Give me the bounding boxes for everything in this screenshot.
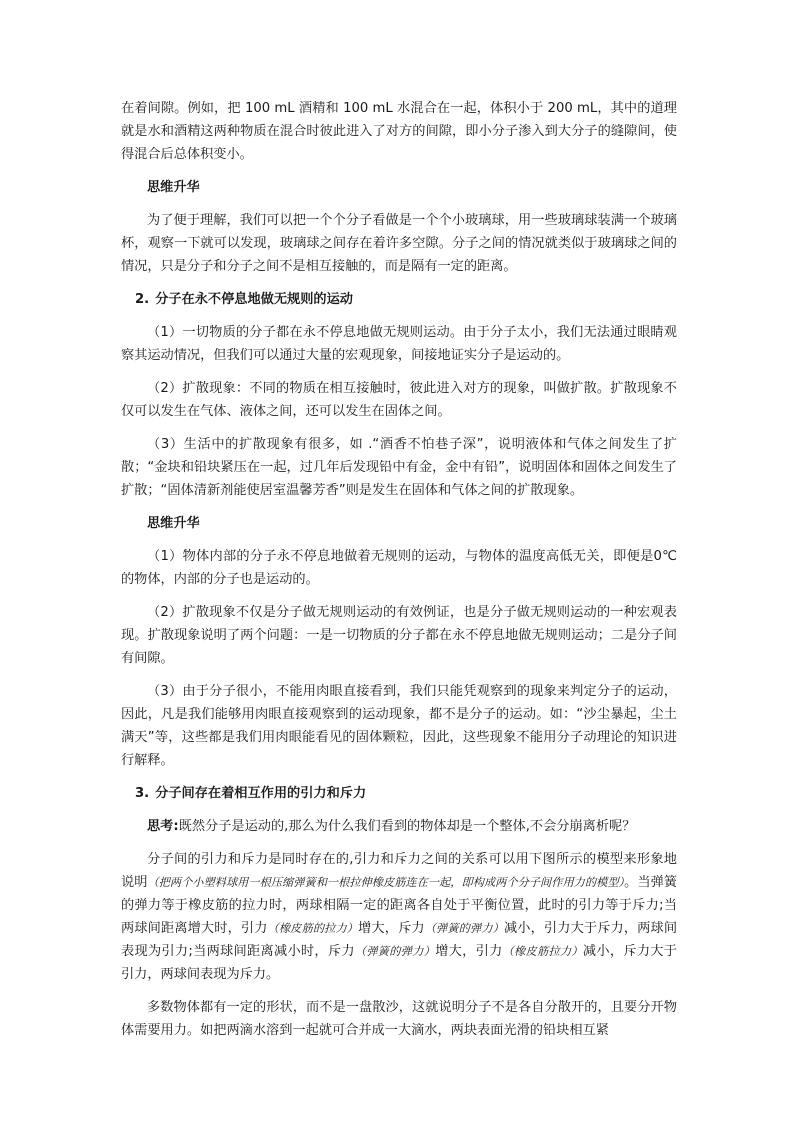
document-body <box>121 97 677 1052</box>
force-model-text-3: 增大，斥力 <box>358 921 425 936</box>
paragraph-glass-ball-analogy: 为了便于理解，我们可以把一个个分子看做是一个个小玻璃球，用一些玻璃球装满一个玻璃杯，观察一下就可以发现，玻璃球之间存在着许多空隙。分子之间的情况就类似于玻璃球之间的情况，只是分子和分子之间不是相互接触的，而是隔有一定的距离。 <box>121 213 677 274</box>
paragraph-gap-example: 在着间隙。例如，把 100 mL 酒精和 100 mL 水混合在一起，体积小于 200 mL，其中的道理就是水和酒精这两种物质在混合时彼此进入了对方的间隙，即小分子渗入到大分子的缝隙间，使得混合后总体积变小。 <box>121 101 677 162</box>
paragraph-think-question <box>121 815 677 838</box>
section-2-title: 分子在永不停息地做无规则的运动 <box>155 292 353 307</box>
heading-thinking-upgrade-2: 思维升华 <box>147 516 200 531</box>
section-2-heading <box>135 288 677 311</box>
force-model-note-1: （把两个小塑料球用一根压缩弹簧和一根拉伸橡皮筋连在一起，即构成两个分子间作用力的模型） <box>147 876 625 889</box>
think-label: 思考: <box>147 819 179 834</box>
section-2-number: 2. <box>135 292 150 307</box>
section-3-title: 分子间存在着相互作用的引力和斥力 <box>155 786 367 801</box>
force-model-note-3: （弹簧的弹力） <box>424 922 504 935</box>
force-model-text-1: 分子间的引力和斥力是同时存在的,引力和斥力之间的关系可以用下图所示的模型来形象地说明 <box>121 852 677 890</box>
force-model-text-5: 增大，引力 <box>435 944 503 959</box>
force-model-note-4: （弹簧的弹力） <box>354 945 436 958</box>
section-3-number: 3. <box>135 786 150 801</box>
force-model-text-2: 。当弹簧的弹力等于橡皮筋的拉力时，两球相隔一定的距离各自处于平衡位置，此时的引力等于斥力;当两球间距离增大时，引力 <box>121 875 678 936</box>
paragraph-diffusion-examples: （3）生活中的扩散现象有很多，如 .“酒香不怕巷子深”，说明液体和气体之间发生了扩散；“金块和铅块紧压在一起，过几年后发现铅中有金，金中有铅”，说明固体和固体之间发生了扩散；“固体清新剂能使居室温馨芳香”则是发生在固体和气体之间的扩散现象。 <box>121 437 677 498</box>
think-question-text: 既然分子是运动的,那么为什么我们看到的物体却是一个整体,不会分崩离析呢？ <box>178 819 636 834</box>
paragraph-diffusion-evidence: （2）扩散现象不仅是分子做无规则运动的有效例证，也是分子做无规则运动的一种宏观表现。扩散现象说明了两个问题：一是一切物质的分子都在永不停息地做无规则运动；二是分子间有间隙。 <box>121 605 677 666</box>
paragraph-diffusion-definition: （2）扩散现象：不同的物质在相互接触时，彼此进入对方的现象，叫做扩散。扩散现象不仅可以发生在气体、液体之间，还可以发生在固体之间。 <box>121 381 677 419</box>
force-model-text-6: 减小，斥力大于引力，两球间表现为斥力。 <box>121 944 677 982</box>
force-model-text-4: 减小，引力大于斥力，两球间表现为引力;当两球间距离减小时，斥力 <box>121 921 678 959</box>
force-model-note-2: （橡皮筋的拉力） <box>267 922 359 935</box>
paragraph-temperature-independence: （1）物体内部的分子永不停息地做着无规则的运动，与物体的温度高低无关，即便是0℃的物体，内部的分子也是运动的。 <box>121 549 677 587</box>
section-3-heading <box>135 782 677 805</box>
force-model-note-5: （橡皮筋拉力） <box>502 945 583 958</box>
paragraph-object-shape: 多数物体都有一定的形状，而不是一盘散沙，这就说明分子不是各自分散开的，且要分开物体需要用力。如把两滴水溶到一起就可合并成一大滴水，两块表面光滑的铅块相互紧 <box>121 1000 677 1038</box>
paragraph-visible-motion: （3）由于分子很小，不能用肉眼直接看到，我们只能凭观察到的现象来判定分子的运动，因此，凡是我们能够用肉眼直接观察到的运动现象，都不是分子的运动。如：“沙尘暴起，尘土满天”等，这些都是我们用肉眼能看见的固体颗粒，因此，这些现象不能用分子动理论的知识进行解释。 <box>121 684 677 768</box>
heading-thinking-upgrade-1: 思维升华 <box>147 180 200 195</box>
paragraph-force-model <box>121 848 677 986</box>
paragraph-molecular-motion: （1）一切物质的分子都在永不停息地做无规则运动。由于分子太小，我们无法通过眼睛观察其运动情况，但我们可以通过大量的宏观现象，间接地证实分子是运动的。 <box>121 325 677 363</box>
